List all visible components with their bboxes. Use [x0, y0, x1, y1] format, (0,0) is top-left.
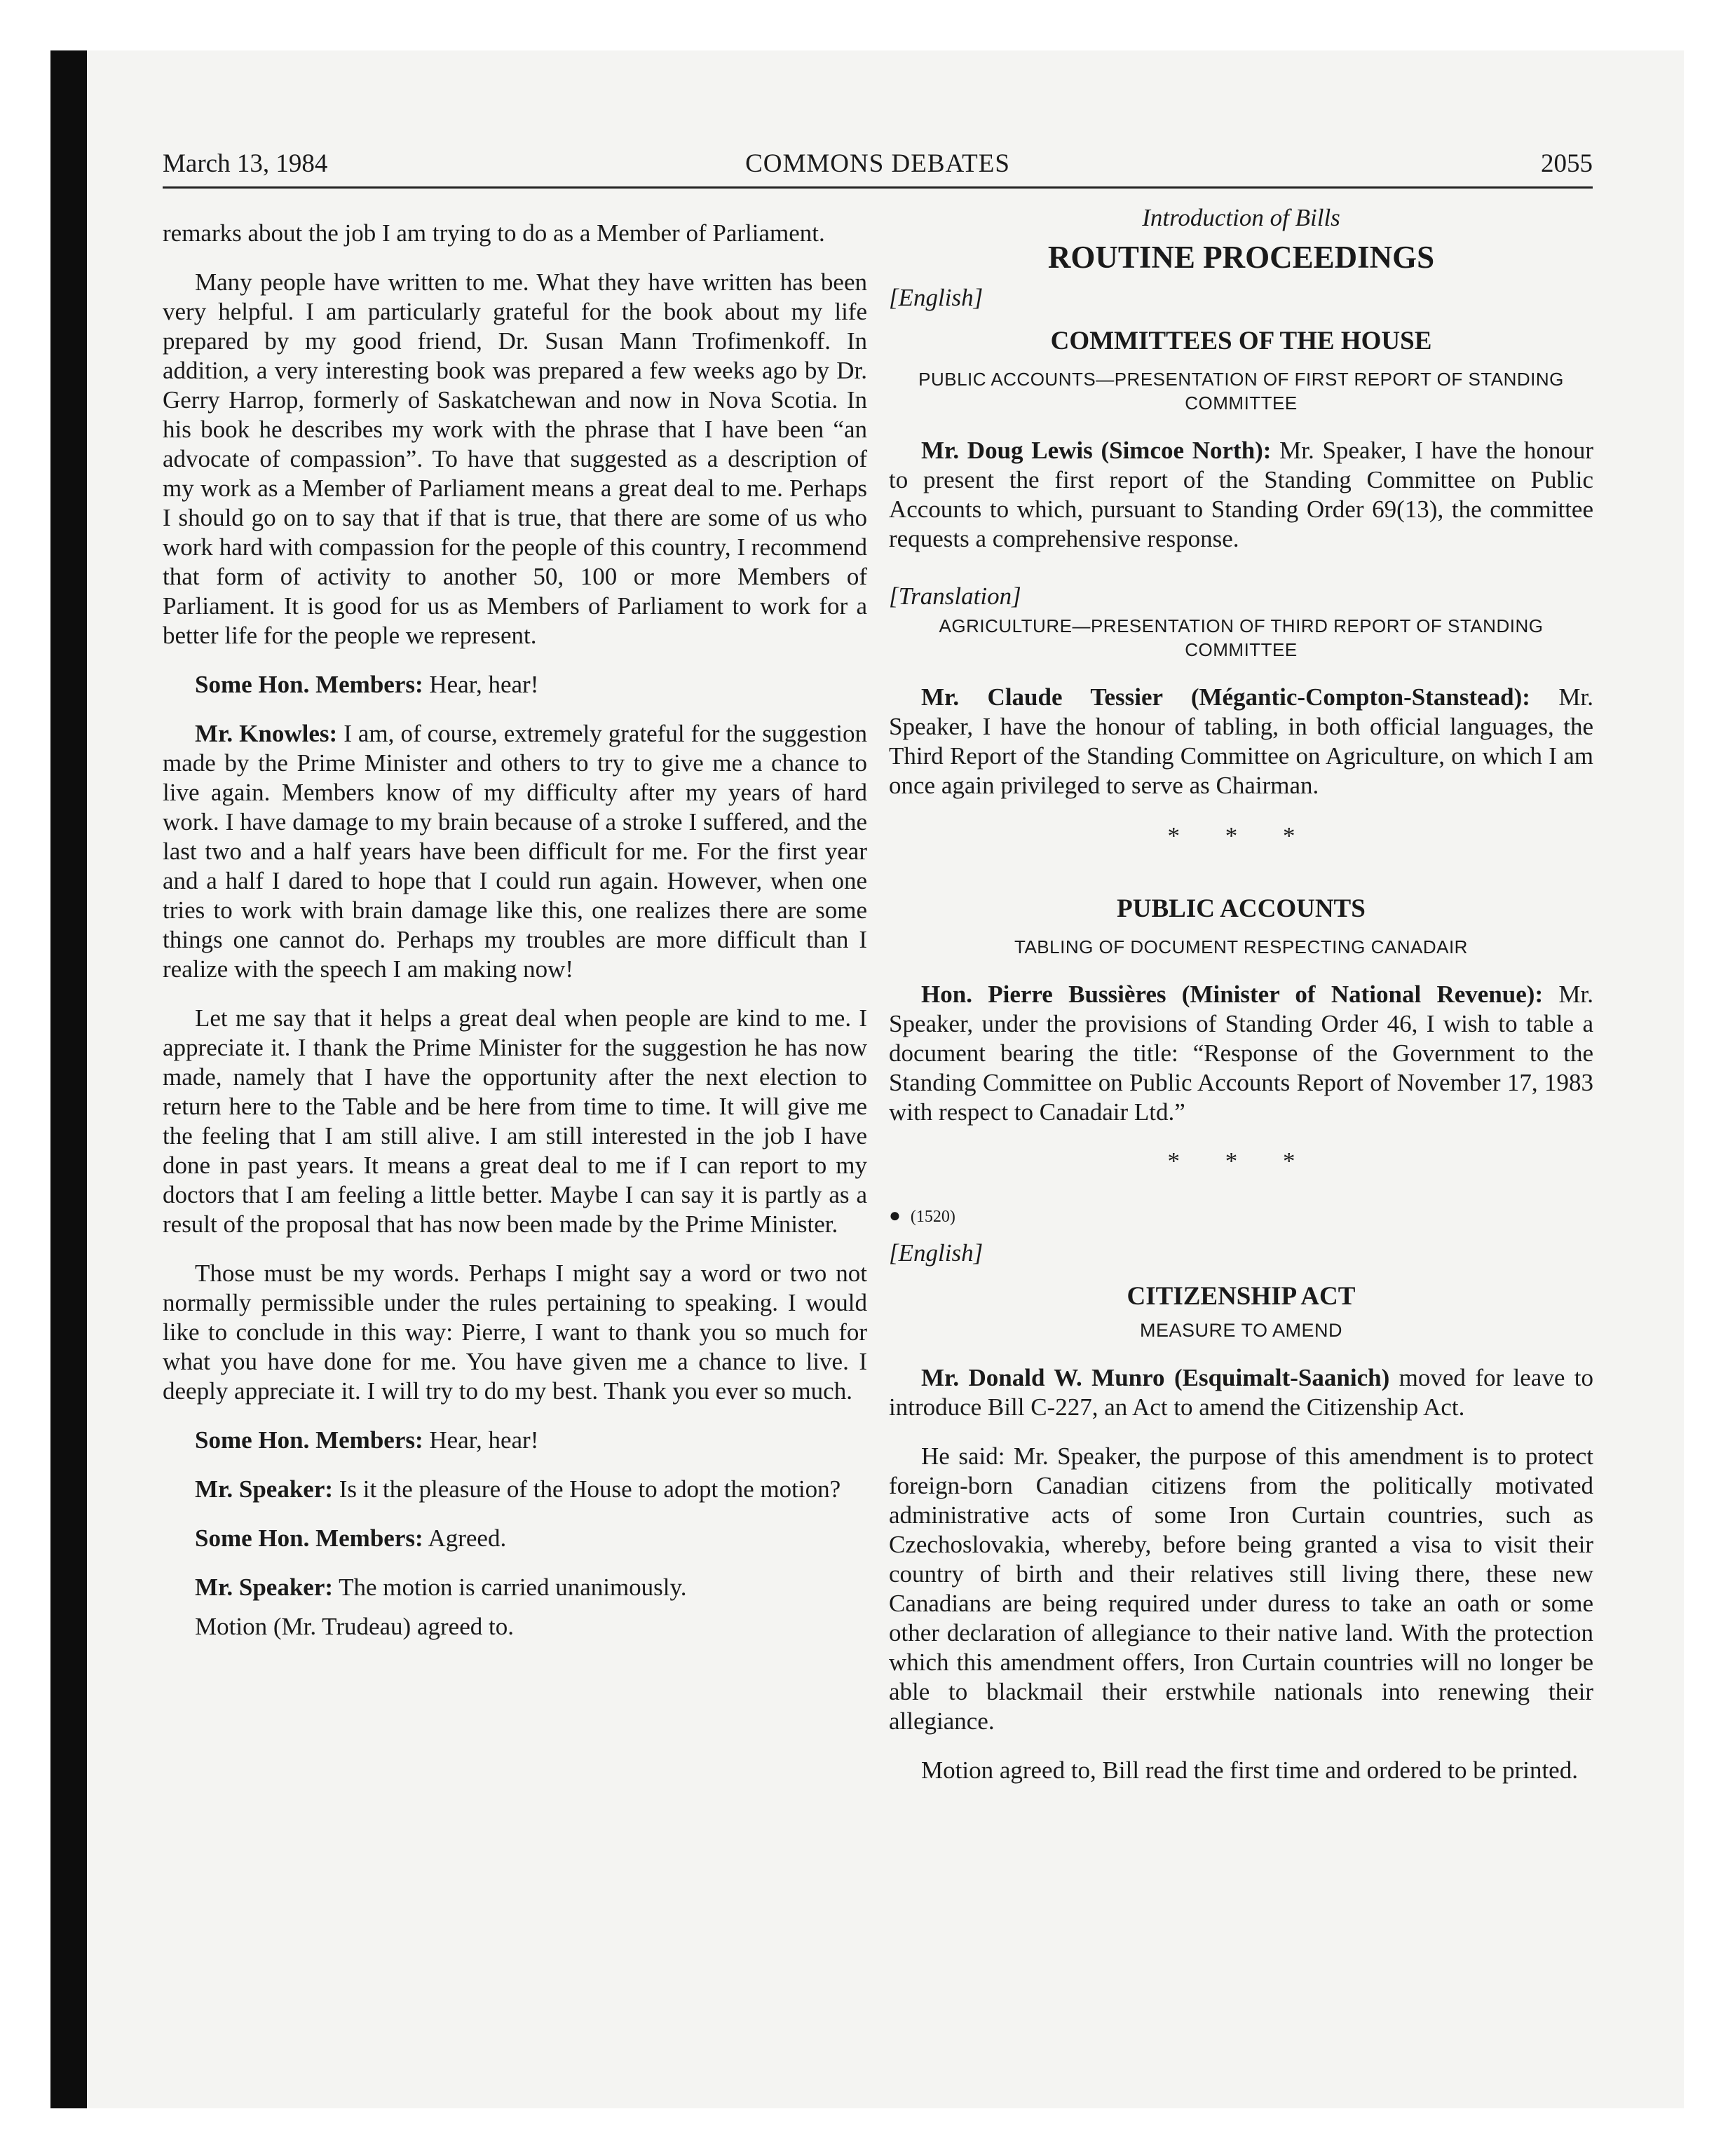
subsection-heading: CITIZENSHIP ACT	[1127, 1282, 1356, 1311]
paragraph: He said: Mr. Speaker, the purpose of this amendment is to protect foreign-born Canadian citizens from the politically motivated administrative acts of some Iron Curtain countries, such as Czechoslovakia, whereby, before being granted a visa to visit their country of birth and their relatives still living there, these new Canadians are being required under duress to take an oath or some other declaration of allegiance to their native land. With the protection which this amendment offers, Iron Curtain countries will no longer be able to blackmail their erstwhile nationals into renewing their allegiance.	[889, 1442, 1593, 1735]
left-column	[163, 219, 867, 1661]
page-header	[163, 147, 1593, 189]
language-marker: [Translation]	[889, 582, 1021, 610]
bullet-icon: ●	[889, 1205, 901, 1227]
section-heading: ROUTINE PROCEEDINGS	[1047, 240, 1435, 275]
item-subheading: TABLING OF DOCUMENT RESPECTING CANADAIR	[1014, 936, 1468, 957]
header-date: March 13, 1984	[163, 149, 328, 178]
speech-text: Hear, hear!	[423, 671, 539, 698]
language-marker: [English]	[889, 284, 984, 311]
speech-text: moved for leave to introduce Bill C-227, an Act to amend the Citizenship Act.	[889, 1364, 1593, 1421]
speaker-name: Some Hon. Members:	[195, 1426, 423, 1454]
time-stamp: (1520)	[910, 1208, 955, 1226]
section-separator: * * *	[1167, 1147, 1315, 1175]
speaker-name: Mr. Donald W. Munro (Esquimalt-Saanich)	[921, 1364, 1390, 1391]
speaker-name: Hon. Pierre Bussières (Minister of National Revenue):	[921, 981, 1544, 1008]
speech-text: Mr. Speaker, I have the honour to present the first report of the Standing Committee on Public Accounts to which, pursuant to Standing Order 69(13), the committee requests a comprehensive response.	[889, 437, 1593, 552]
speech-text: I am, of course, extremely grateful for the suggestion made by the Prime Minister and others to try to give me a chance to live again. Members know of my difficulty after my years of hard work. I have damage to my brain because of a stroke I suffered, and the last two and a half years have been difficult for me. For the first year and a half I dared to hope that I could run again. However, when one tries to work with brain damage like this, one realizes there are some things one cannot do. Perhaps my troubles are more difficult than I realize with the speech I am making now!	[163, 720, 868, 983]
right-column	[889, 203, 1593, 1805]
section-separator: * * *	[1167, 822, 1315, 850]
speech	[163, 1426, 867, 1455]
section-kicker: Introduction of Bills	[1142, 204, 1340, 231]
paragraph: Let me say that it helps a great deal when people are kind to me. I appreciate it. I thank the Prime Minister for the suggestion he has now made, namely that I have the opportunity after the next election to return here to the Table and be here from time to time. It will give me the feeling that I am still alive. I am still interested in the job I have done in past years. It means a great deal to me if I can report to my doctors that I am feeling a little better. Maybe I can say it is partly as a result of the proposal that has now been made by the Prime Minister.	[163, 1004, 867, 1238]
binding-edge	[50, 50, 87, 2108]
speaker-name: Mr. Claude Tessier (Mégantic-Compton-Stanstead):	[921, 683, 1530, 711]
paragraph: remarks about the job I am trying to do as a Member of Parliament.	[163, 219, 825, 247]
speaker-name: Mr. Speaker:	[195, 1475, 334, 1503]
speaker-name: Mr. Doug Lewis (Simcoe North):	[921, 437, 1272, 464]
speech	[889, 683, 1593, 800]
paragraph: Motion agreed to, Bill read the first time and ordered to be printed.	[921, 1756, 1578, 1784]
speech	[163, 1524, 867, 1553]
speech-text: Is it the pleasure of the House to adopt the motion?	[333, 1475, 841, 1503]
paragraph: Motion (Mr. Trudeau) agreed to.	[195, 1613, 514, 1640]
speech	[163, 719, 867, 984]
speech	[889, 436, 1593, 554]
speaker-name: Some Hon. Members:	[195, 671, 423, 698]
item-subheading: AGRICULTURE—PRESENTATION OF THIRD REPORT OF STANDING COMMITTEE	[939, 615, 1544, 660]
speech	[889, 980, 1593, 1127]
time-marker	[889, 1204, 1593, 1229]
item-subheading: PUBLIC ACCOUNTS—PRESENTATION OF FIRST REPORT OF STANDING COMMITTEE	[918, 369, 1564, 414]
speech	[163, 1475, 867, 1504]
speech-text: Agreed.	[423, 1524, 507, 1552]
speaker-name: Mr. Knowles:	[195, 720, 338, 747]
speaker-name: Some Hon. Members:	[195, 1524, 423, 1552]
speech-text: Hear, hear!	[423, 1426, 539, 1454]
header-title: COMMONS DEBATES	[745, 149, 1010, 178]
speech-text: Mr. Speaker, under the provisions of Standing Order 46, I wish to table a document bearing the title: “Response of the Government to the Standing Committee on Public Accounts Report of November 17, 1983 with respect to Canadair Ltd.”	[889, 981, 1593, 1126]
speech-text: The motion is carried unanimously.	[333, 1574, 687, 1601]
subsection-heading: PUBLIC ACCOUNTS	[1117, 894, 1366, 923]
page-number: 2055	[1541, 149, 1593, 178]
speech	[889, 1363, 1593, 1422]
speaker-name: Mr. Speaker:	[195, 1574, 334, 1601]
subsection-heading: COMMITTEES OF THE HOUSE	[1050, 327, 1432, 355]
speech-text: Mr. Speaker, I have the honour of tabling, in both official languages, the Third Report of the Standing Committee on Agriculture, on which I am once again privileged to serve as Chairman.	[889, 683, 1593, 799]
paragraph: Those must be my words. Perhaps I might say a word or two not normally permissible under the rules pertaining to speaking. I would like to conclude in this way: Pierre, I want to thank you so much for what you have done for me. You have given me a chance to live. I deeply appreciate it. I will try to do my best. Thank you ever so much.	[163, 1260, 867, 1405]
language-marker: [English]	[889, 1239, 984, 1267]
speech	[163, 1573, 867, 1602]
speech	[163, 670, 867, 700]
paragraph: Many people have written to me. What they have written has been very helpful. I am particularly grateful for the book about my life prepared by my good friend, Dr. Susan Mann Trofimenkoff. In addition, a very interesting book was prepared a few weeks ago by Dr. Gerry Harrop, formerly of Saskatchewan and now in Nova Scotia. In his book he describes my work with the phrase that I have been “an advocate of compassion”. To have that suggested as a description of my work as a Member of Parliament means a great deal to me. Perhaps I should go on to say that if that is true, that there are some of us who work hard with compassion for the people of this country, I recommend that form of activity to another 50, 100 or more Members of Parliament. It is good for us as Members of Parliament to work for a better life for the people we represent.	[163, 268, 867, 649]
item-subheading: MEASURE TO AMEND	[1139, 1320, 1343, 1341]
